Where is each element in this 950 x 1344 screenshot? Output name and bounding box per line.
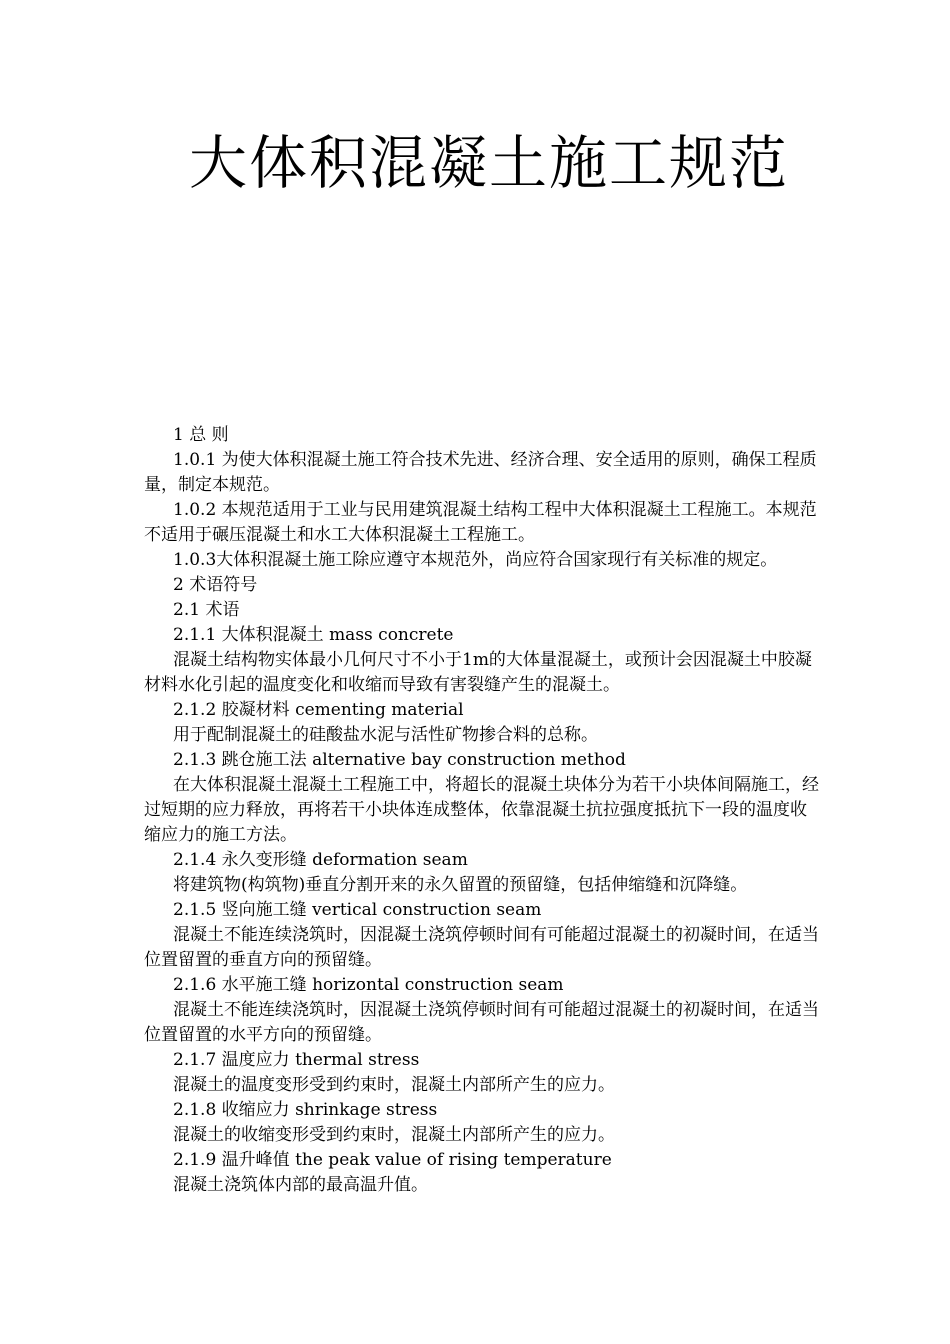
term-definition: 用于配制混凝土的硅酸盐水泥与活性矿物掺合料的总称。 bbox=[173, 725, 598, 745]
clause-paragraph: 1.0.3大体积混凝土施工除应遵守本规范外，尚应符合国家现行有关标准的规定。 bbox=[173, 550, 778, 570]
term-definition: 将建筑物(构筑物)垂直分割开来的永久留置的预留缝，包括伸缩缝和沉降缝。 bbox=[173, 875, 748, 895]
term-heading: 2.1.2 胶凝材料 cementing material bbox=[173, 700, 464, 720]
term-heading: 2.1.5 竖向施工缝 vertical construction seam bbox=[173, 900, 542, 920]
term-definition: 混凝土的收缩变形受到约束时，混凝土内部所产生的应力。 bbox=[173, 1125, 615, 1145]
subsection-heading: 2.1 术语 bbox=[173, 600, 240, 620]
term-definition: 混凝土浇筑体内部的最高温升值。 bbox=[173, 1175, 428, 1195]
document-body bbox=[144, 423, 820, 1198]
term-definition: 混凝土的温度变形受到约束时，混凝土内部所产生的应力。 bbox=[173, 1075, 615, 1095]
section-heading: 2 术语符号 bbox=[173, 575, 258, 595]
clause-paragraph: 1.0.2 本规范适用于工业与民用建筑混凝土结构工程中大体积混凝土工程施工。本规范不适用于碾压混凝土和水工大体积混凝土工程施工。 bbox=[144, 500, 817, 545]
term-heading: 2.1.4 永久变形缝 deformation seam bbox=[173, 850, 468, 870]
term-heading: 2.1.1 大体积混凝土 mass concrete bbox=[173, 625, 454, 645]
term-heading: 2.1.8 收缩应力 shrinkage stress bbox=[173, 1100, 438, 1120]
section-heading: 1 总 则 bbox=[173, 425, 229, 445]
term-heading: 2.1.9 温升峰值 the peak value of rising temperature bbox=[173, 1150, 612, 1170]
term-heading: 2.1.3 跳仓施工法 alternative bay construction method bbox=[173, 750, 626, 770]
term-heading: 2.1.6 水平施工缝 horizontal construction seam bbox=[173, 975, 564, 995]
clause-paragraph: 1.0.1 为使大体积混凝土施工符合技术先进、经济合理、安全适用的原则，确保工程质量，制定本规范。 bbox=[144, 450, 817, 495]
term-definition: 混凝土不能连续浇筑时，因混凝土浇筑停顿时间有可能超过混凝土的初凝时间，在适当位置留置的水平方向的预留缝。 bbox=[144, 1000, 819, 1045]
term-heading: 2.1.7 温度应力 thermal stress bbox=[173, 1050, 420, 1070]
term-definition: 在大体积混凝土混凝土工程施工中，将超长的混凝土块体分为若干小块体间隔施工，经过短期的应力释放，再将若干小块体连成整体，依靠混凝土抗拉强度抵抗下一段的温度收缩应力的施工方法。 bbox=[144, 775, 819, 845]
document-title: 大体积混凝土施工规范 bbox=[188, 129, 789, 197]
term-definition: 混凝土不能连续浇筑时，因混凝土浇筑停顿时间有可能超过混凝土的初凝时间，在适当位置留置的垂直方向的预留缝。 bbox=[144, 925, 819, 970]
term-definition: 混凝土结构物实体最小几何尺寸不小于1m的大体量混凝土，或预计会因混凝土中胶凝材料水化引起的温度变化和收缩而导致有害裂缝产生的混凝土。 bbox=[144, 650, 812, 695]
